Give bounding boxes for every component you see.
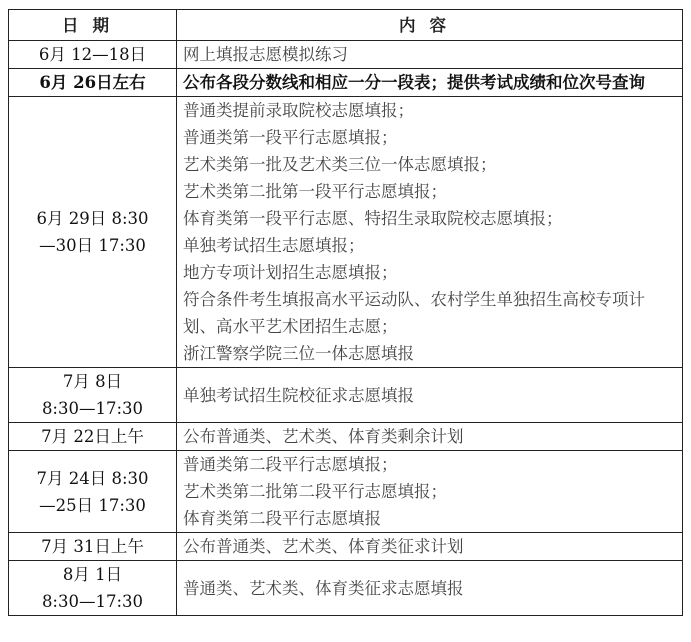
content-line: 浙江警察学院三位一体志愿填报: [183, 344, 414, 363]
date-line: 6月 12—18日: [38, 45, 147, 64]
content-cell: [177, 451, 683, 533]
table-row: [9, 423, 683, 451]
schedule-table: [8, 9, 683, 616]
content-line: 地方专项计划招生志愿填报；: [183, 263, 398, 282]
date-line: 7月 22日上午: [41, 427, 144, 446]
date-line: 8月 1日: [62, 565, 123, 584]
header-content: 内容: [177, 10, 683, 41]
content-line: 单独考试招生志愿填报；: [183, 236, 365, 255]
date-line: 8:30—17:30: [41, 399, 144, 418]
content-cell: [177, 97, 683, 368]
table-row: [9, 69, 683, 97]
header-date: 日期: [9, 10, 177, 41]
date-line: 6月 29日 8:30: [36, 209, 149, 228]
date-line: 7月 24日 8:30: [36, 468, 149, 488]
date-cell: [9, 97, 177, 368]
table-row: [9, 533, 683, 561]
content-line: 单独考试招生院校征求志愿填报: [183, 385, 414, 405]
content-line: 艺术类第一批及艺术类三位一体志愿填报；: [183, 155, 497, 174]
date-cell: [9, 561, 177, 616]
date-line: 7月 8日: [62, 372, 123, 391]
table-row: [9, 41, 683, 69]
content-line: 公布各段分数线和相应一分一段表；提供考试成绩和位次号查询: [183, 73, 645, 92]
date-cell: [9, 533, 177, 561]
table-row: [9, 97, 683, 368]
content-line: 网上填报志愿模拟练习: [183, 45, 348, 64]
table-row: [9, 368, 683, 423]
date-line: 7月 31日上午: [41, 537, 144, 556]
content-line: 体育类第一段平行志愿、特招生录取院校志愿填报；: [183, 209, 563, 228]
content-line: 艺术类第二批第一段平行志愿填报；: [183, 182, 447, 201]
date-cell: [9, 41, 177, 69]
date-cell: [9, 368, 177, 423]
content-line: 符合条件考生填报高水平运动队、农村学生单独招生高校专项计划、高水平艺术团招生志愿；: [183, 290, 645, 336]
content-line: 普通类第二段平行志愿填报；: [183, 455, 398, 474]
content-cell: [177, 533, 683, 561]
content-line: 艺术类第二批第二段平行志愿填报；: [183, 482, 447, 501]
table-row: [9, 561, 683, 616]
content-cell: [177, 368, 683, 423]
table-row: [9, 451, 683, 533]
content-cell: [177, 561, 683, 616]
date-cell: [9, 69, 177, 97]
content-cell: [177, 41, 683, 69]
content-cell: [177, 69, 683, 97]
date-cell: [9, 451, 177, 533]
content-line: 普通类、艺术类、体育类征求志愿填报: [183, 578, 464, 598]
date-line: 8:30—17:30: [41, 592, 144, 611]
content-line: 公布普通类、艺术类、体育类剩余计划: [183, 427, 464, 446]
content-line: 普通类第一段平行志愿填报；: [183, 128, 398, 147]
date-line: —25日 17:30: [39, 495, 146, 515]
date-line: —30日 17:30: [39, 236, 146, 255]
content-line: 体育类第二段平行志愿填报: [183, 509, 381, 528]
content-cell: [177, 423, 683, 451]
content-line: 普通类提前录取院校志愿填报；: [183, 101, 414, 120]
date-cell: [9, 423, 177, 451]
content-line: 公布普通类、艺术类、体育类征求计划: [183, 537, 464, 556]
date-line: 6月 26日左右: [39, 73, 146, 92]
